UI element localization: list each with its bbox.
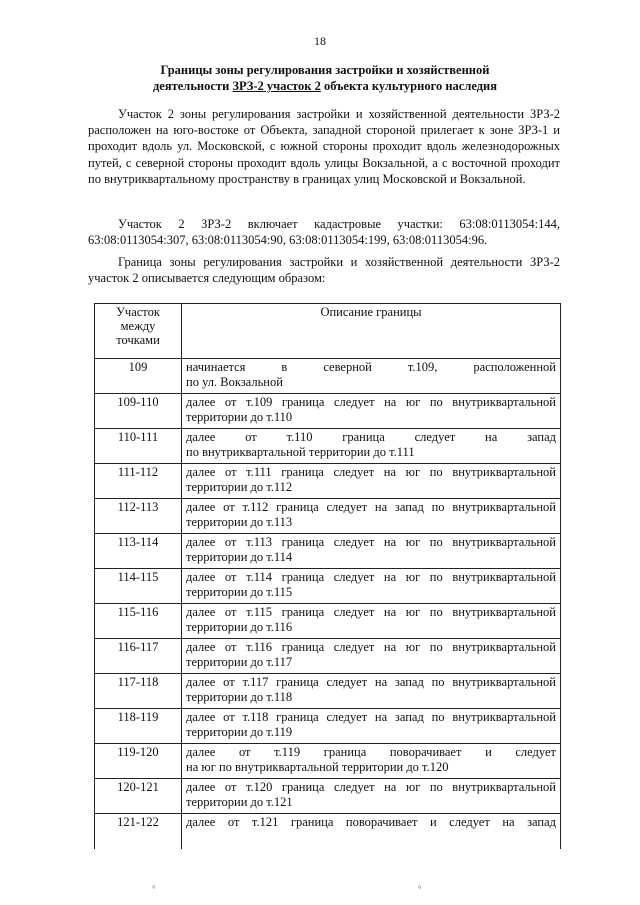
paragraph-location: Участок 2 зоны регулирования застройки и хозяйственной деятельности ЗРЗ-2 расположен на юго-востоке от Объекта, западной стороной прилегает к зоне ЗРЗ-1 и проходит вдоль ул. Московской, с южной стороны проходит вдоль железнодорожных путей, с северной стороны проходит вдоль улицы Вокзальной, а с восточной проходит по внутриквартальному пространству в границах улиц Московской и Вокзальной. <box>88 107 560 186</box>
scan-mark-right: ° <box>418 884 422 894</box>
table-row <box>95 779 561 814</box>
segment-cell: 112-113 <box>95 499 182 534</box>
heading-line-2-start: деятельности <box>152 79 233 93</box>
segment-cell: 114-115 <box>95 569 182 604</box>
description-cell <box>182 709 561 744</box>
table-row <box>95 639 561 674</box>
segment-cell: 109 <box>95 359 182 394</box>
header-description: Описание границы <box>182 304 561 359</box>
description-cell <box>182 604 561 639</box>
description-line-2: территории до т.121 <box>186 795 293 809</box>
description-line-2: на юг по внутриквартальной территории до т.120 <box>186 760 449 774</box>
description-line-1: далее от т.109 граница следует на юг по внутриквартальной <box>186 395 556 409</box>
table-row <box>95 464 561 499</box>
table-row <box>95 744 561 779</box>
description-line-2: территории до т.114 <box>186 550 293 564</box>
page-number: 18 <box>314 34 326 48</box>
segment-cell: 119-120 <box>95 744 182 779</box>
paragraph-cadastral: Участок 2 ЗРЗ-2 включает кадастровые участки: 63:08:0113054:144, 63:08:0113054:307, 63:08:0113054:90, 63:08:0113054:199, 63:08:0113054:96. <box>88 217 560 248</box>
description-cell <box>182 394 561 429</box>
heading-line-1: Границы зоны регулирования застройки и хозяйственной <box>160 63 490 77</box>
description-cell <box>182 569 561 604</box>
segment-cell: 120-121 <box>95 779 182 814</box>
table-row <box>95 604 561 639</box>
description-line-2: территории до т.119 <box>186 725 293 739</box>
description-cell <box>182 429 561 464</box>
description-line-1: далее от т.113 граница следует на юг по внутриквартальной <box>186 535 556 549</box>
description-line-2: территории до т.112 <box>186 480 293 494</box>
description-line-2: по внутриквартальной территории до т.111 <box>186 445 415 459</box>
description-cell <box>182 814 561 849</box>
table-row <box>95 709 561 744</box>
table-row <box>95 499 561 534</box>
description-line-2: по ул. Вокзальной <box>186 375 283 389</box>
heading-zone-name: ЗРЗ-2 участок 2 <box>232 79 321 93</box>
description-line-1: далее от т.119 граница поворачивает и следует <box>186 745 556 759</box>
description-line-1: далее от т.121 граница поворачивает и следует на запад <box>186 815 556 829</box>
description-line-1: далее от т.114 граница следует на юг по внутриквартальной <box>186 570 556 584</box>
description-line-1: далее от т.111 граница следует на юг по внутриквартальной <box>186 465 556 479</box>
description-cell <box>182 464 561 499</box>
description-line-1: далее от т.112 граница следует на запад по внутриквартальной <box>186 500 556 514</box>
description-line-2: территории до т.115 <box>186 585 293 599</box>
description-cell <box>182 639 561 674</box>
description-line-1: далее от т.118 граница следует на запад по внутриквартальной <box>186 710 556 724</box>
description-line-1: начинается в северной т.109, расположенной <box>186 360 556 374</box>
description-line-1: далее от т.117 граница следует на запад по внутриквартальной <box>186 675 556 689</box>
description-cell <box>182 499 561 534</box>
heading-line-2-end: объекта культурного наследия <box>320 79 498 93</box>
description-line-2: территории до т.118 <box>186 690 293 704</box>
description-line-1: далее от т.120 граница следует на юг по внутриквартальной <box>186 780 556 794</box>
table-row <box>95 429 561 464</box>
table-row <box>95 569 561 604</box>
heading-line-2 <box>90 78 560 94</box>
description-line-1: далее от т.116 граница следует на юг по внутриквартальной <box>186 640 556 654</box>
header-segment: Участок между точками <box>95 304 182 359</box>
segment-cell: 111-112 <box>95 464 182 499</box>
table-row <box>95 359 561 394</box>
segment-cell: 116-117 <box>95 639 182 674</box>
section-heading <box>90 62 560 94</box>
description-cell <box>182 744 561 779</box>
description-cell <box>182 674 561 709</box>
table-header-row <box>95 304 561 359</box>
paragraph-boundary-intro: Граница зоны регулирования застройки и хозяйственной деятельности ЗРЗ-2 участок 2 описывается следующим образом: <box>88 255 560 286</box>
segment-cell: 115-116 <box>95 604 182 639</box>
segment-cell: 113-114 <box>95 534 182 569</box>
segment-cell: 121-122 <box>95 814 182 849</box>
description-cell <box>182 779 561 814</box>
table-row <box>95 394 561 429</box>
description-line-2: территории до т.116 <box>186 620 293 634</box>
table-row <box>95 534 561 569</box>
segment-cell: 109-110 <box>95 394 182 429</box>
description-line-2: территории до т.117 <box>186 655 293 669</box>
description-line-2: территории до т.110 <box>186 410 293 424</box>
boundary-table <box>94 303 561 849</box>
segment-cell: 118-119 <box>95 709 182 744</box>
segment-cell: 117-118 <box>95 674 182 709</box>
description-line-1: далее от т.115 граница следует на юг по внутриквартальной <box>186 605 556 619</box>
table-row <box>95 814 561 849</box>
description-line-1: далее от т.110 граница следует на запад <box>186 430 556 444</box>
table-row <box>95 674 561 709</box>
description-cell <box>182 534 561 569</box>
scan-mark-left: ° <box>152 884 156 894</box>
description-cell <box>182 359 561 394</box>
description-line-2: территории до т.113 <box>186 515 293 529</box>
segment-cell: 110-111 <box>95 429 182 464</box>
